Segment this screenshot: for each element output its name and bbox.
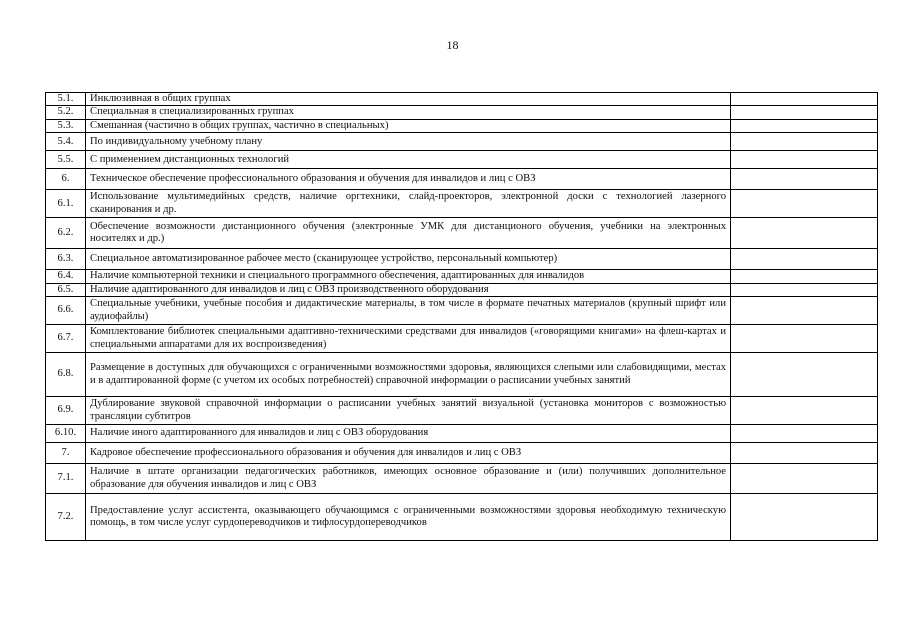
row-number: 6.5. — [46, 283, 86, 296]
table-body — [46, 93, 878, 541]
row-number: 6.8. — [46, 353, 86, 397]
page-number: 18 — [446, 38, 459, 52]
table-row — [46, 397, 878, 425]
accessibility-table — [45, 92, 878, 541]
row-description: Специальная в специализированных группах — [86, 106, 731, 119]
row-value-cell[interactable] — [731, 464, 878, 494]
row-description: Специальные учебники, учебные пособия и дидактические материалы, в том числе в формате печатных материалов (крупный шрифт или аудиофайлы) — [86, 297, 731, 325]
row-number: 5.2. — [46, 106, 86, 119]
row-description: Комплектование библиотек специальными адаптивно-техническими средствами для инвалидов («говорящими книгами» на флеш-картах и специальными аппаратами для их воспроизведения) — [86, 325, 731, 353]
row-description: Наличие адаптированного для инвалидов и лиц с ОВЗ производственного оборудования — [86, 283, 731, 296]
row-number: 6. — [46, 169, 86, 190]
row-number: 5.3. — [46, 119, 86, 132]
row-description: Специальное автоматизированное рабочее место (сканирующее устройство, персональный компьютер) — [86, 249, 731, 270]
table-row — [46, 190, 878, 218]
table-row — [46, 353, 878, 397]
row-value-cell[interactable] — [731, 218, 878, 249]
row-description: С применением дистанционных технологий — [86, 151, 731, 169]
row-description: Кадровое обеспечение профессионального образования и обучения для инвалидов и лиц с ОВЗ — [86, 443, 731, 464]
row-description: Обеспечение возможности дистанционного обучения (электронные УМК для дистанционого обучения, учебники на электронных носителях и др.) — [86, 218, 731, 249]
row-description: Наличие в штате организации педагогических работников, имеющих основное образование и (или) получивших дополнительное образование для обучения инвалидов и лиц с ОВЗ — [86, 464, 731, 494]
row-value-cell[interactable] — [731, 494, 878, 541]
row-number: 6.3. — [46, 249, 86, 270]
row-number: 5.1. — [46, 93, 86, 106]
row-number: 5.5. — [46, 151, 86, 169]
row-value-cell[interactable] — [731, 119, 878, 132]
row-value-cell[interactable] — [731, 93, 878, 106]
row-value-cell[interactable] — [731, 443, 878, 464]
row-value-cell[interactable] — [731, 133, 878, 151]
row-number: 7.2. — [46, 494, 86, 541]
row-value-cell[interactable] — [731, 151, 878, 169]
row-number: 7.1. — [46, 464, 86, 494]
table-row — [46, 325, 878, 353]
row-description: Инклюзивная в общих группах — [86, 93, 731, 106]
row-description: Смешанная (частично в общих группах, частично в специальных) — [86, 119, 731, 132]
row-number: 6.7. — [46, 325, 86, 353]
row-description: Наличие иного адаптированного для инвалидов и лиц с ОВЗ оборудования — [86, 425, 731, 443]
row-description: Дублирование звуковой справочной информации о расписании учебных занятий визуальной (установка мониторов с возможностью трансляции субтитров — [86, 397, 731, 425]
row-number: 7. — [46, 443, 86, 464]
table-row — [46, 119, 878, 132]
table-row — [46, 106, 878, 119]
row-description: Размещение в доступных для обучающихся с ограниченными возможностями здоровья, являющихся слепыми или слабовидящими, местах и в адаптированной форме (с учетом их особых потребностей) справочной информации о расписании учебных занятий — [86, 353, 731, 397]
row-value-cell[interactable] — [731, 325, 878, 353]
row-number: 6.9. — [46, 397, 86, 425]
table-row — [46, 443, 878, 464]
table-row — [46, 297, 878, 325]
table-row — [46, 133, 878, 151]
table-row — [46, 169, 878, 190]
row-description: Использование мультимедийных средств, наличие оргтехники, слайд-проекторов, электронной доски с технологией лазерного сканирования и др. — [86, 190, 731, 218]
row-value-cell[interactable] — [731, 169, 878, 190]
row-description: Наличие компьютерной техники и специального программного обеспечения, адаптированных для инвалидов — [86, 270, 731, 283]
table-row — [46, 249, 878, 270]
table-row — [46, 93, 878, 106]
row-value-cell[interactable] — [731, 106, 878, 119]
row-number: 5.4. — [46, 133, 86, 151]
row-number: 6.6. — [46, 297, 86, 325]
row-value-cell[interactable] — [731, 190, 878, 218]
table-row — [46, 270, 878, 283]
row-value-cell[interactable] — [731, 270, 878, 283]
row-description: Техническое обеспечение профессионального образования и обучения для инвалидов и лиц с ОВЗ — [86, 169, 731, 190]
row-value-cell[interactable] — [731, 297, 878, 325]
table-row — [46, 283, 878, 296]
table-row — [46, 218, 878, 249]
row-value-cell[interactable] — [731, 353, 878, 397]
row-description: По индивидуальному учебному плану — [86, 133, 731, 151]
table-row — [46, 151, 878, 169]
table-row — [46, 425, 878, 443]
table-row — [46, 494, 878, 541]
row-value-cell[interactable] — [731, 249, 878, 270]
row-number: 6.4. — [46, 270, 86, 283]
row-value-cell[interactable] — [731, 283, 878, 296]
table-row — [46, 464, 878, 494]
row-value-cell[interactable] — [731, 425, 878, 443]
row-value-cell[interactable] — [731, 397, 878, 425]
row-description: Предоставление услуг ассистента, оказывающего обучающимся с ограниченными возможностями здоровья необходимую техническую помощь, в том числе услуг сурдопереводчиков и тифлосурдопереводчиков — [86, 494, 731, 541]
row-number: 6.2. — [46, 218, 86, 249]
row-number: 6.10. — [46, 425, 86, 443]
row-number: 6.1. — [46, 190, 86, 218]
